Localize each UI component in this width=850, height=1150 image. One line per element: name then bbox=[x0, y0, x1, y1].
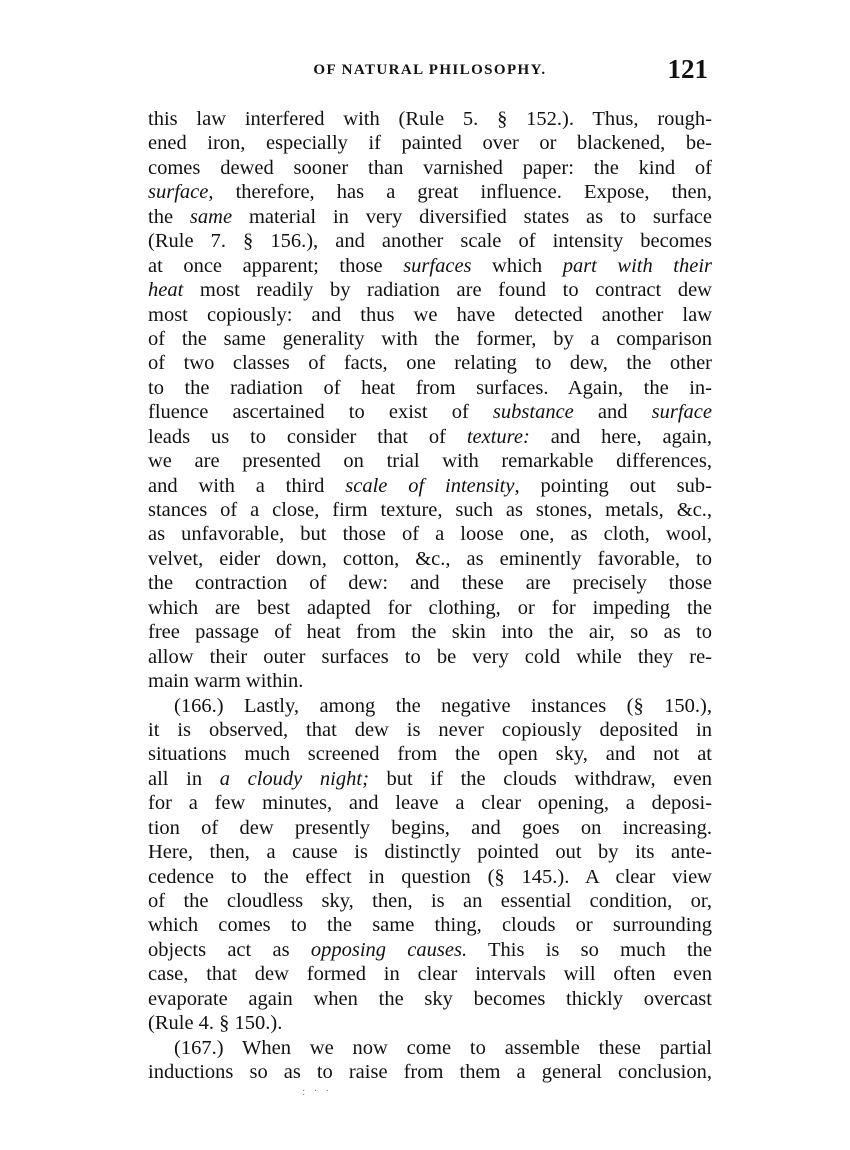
text-segment: but if the clouds withdraw, even bbox=[368, 767, 712, 790]
italic-text: a cloudy night; bbox=[219, 767, 369, 790]
text-segment: main warm within. bbox=[148, 670, 304, 693]
text-segment: most readily by radiation are found to contract dew bbox=[183, 279, 712, 302]
text-line bbox=[148, 889, 712, 913]
text-segment: cedence to the effect in question (§ 145.). A clear view bbox=[148, 865, 712, 888]
text-segment: velvet, eider down, cotton, &c., as eminently favorable, to bbox=[148, 547, 712, 570]
text-segment: it is observed, that dew is never copiously deposited in bbox=[148, 718, 712, 741]
text-segment: free passage of heat from the skin into the air, so as to bbox=[148, 621, 712, 644]
text-segment: of the same generality with the former, by a comparison bbox=[148, 327, 712, 350]
text-line bbox=[148, 400, 712, 424]
text-segment: (Rule 7. § 156.), and another scale of intensity becomes bbox=[148, 230, 712, 253]
text-line bbox=[148, 180, 712, 204]
text-line bbox=[148, 303, 712, 327]
text-segment: which comes to the same thing, clouds or surrounding bbox=[148, 914, 712, 937]
text-segment: to the radiation of heat from surfaces. Again, the in- bbox=[148, 376, 712, 399]
text-segment: fluence ascertained to exist of bbox=[148, 401, 493, 424]
text-segment: leads us to consider that of bbox=[148, 425, 467, 448]
italic-text: substance bbox=[492, 401, 574, 424]
body-text bbox=[148, 107, 712, 1085]
italic-text: surfaces bbox=[403, 254, 472, 277]
text-segment: , therefore, has a great influence. Expose, then, bbox=[208, 181, 712, 204]
text-line bbox=[148, 816, 712, 840]
text-line bbox=[148, 938, 712, 962]
text-segment: all in bbox=[148, 767, 220, 790]
italic-text: scale of intensity bbox=[345, 474, 515, 497]
text-line bbox=[148, 865, 712, 889]
text-line bbox=[148, 694, 712, 718]
text-line bbox=[148, 425, 712, 449]
running-head bbox=[148, 54, 712, 92]
text-line bbox=[148, 1060, 712, 1084]
page-number: 121 bbox=[667, 54, 708, 84]
text-segment: (Rule 4. § 150.). bbox=[148, 1012, 283, 1035]
text-segment: (167.) When we now come to assemble these partial bbox=[174, 1036, 712, 1059]
text-line bbox=[148, 791, 712, 815]
text-line bbox=[148, 645, 712, 669]
text-segment: and bbox=[573, 401, 652, 424]
text-segment: tion of dew presently begins, and goes on increasing. bbox=[148, 816, 712, 839]
text-line bbox=[148, 351, 712, 375]
text-line bbox=[148, 522, 712, 546]
text-segment: and here, again, bbox=[529, 425, 712, 448]
text-line bbox=[148, 840, 712, 864]
text-line bbox=[148, 596, 712, 620]
italic-text: surface bbox=[651, 401, 713, 424]
text-line bbox=[148, 254, 712, 278]
printer-mark: · · · · bbox=[302, 1086, 332, 1101]
text-segment: and with a third bbox=[148, 474, 346, 497]
text-segment: for a few minutes, and leave a clear opening, a deposi- bbox=[148, 792, 712, 815]
text-segment: which are best adapted for clothing, or for impeding the bbox=[148, 596, 712, 619]
text-line bbox=[148, 131, 712, 155]
text-segment: Here, then, a cause is distinctly pointed out by its ante- bbox=[148, 841, 712, 864]
text-segment: situations much screened from the open sky, and not at bbox=[148, 743, 712, 766]
text-segment: material in very diversified states as to surface bbox=[232, 205, 712, 228]
text-line bbox=[148, 449, 712, 473]
text-segment: which bbox=[471, 254, 563, 277]
italic-text: opposing causes. bbox=[310, 938, 468, 961]
text-line bbox=[148, 156, 712, 180]
text-segment: most copiously: and thus we have detected another law bbox=[148, 303, 712, 326]
text-line bbox=[148, 913, 712, 937]
text-line bbox=[148, 1036, 712, 1060]
italic-text: part with their bbox=[562, 254, 712, 277]
text-line bbox=[148, 718, 712, 742]
text-line bbox=[148, 1011, 712, 1035]
text-line bbox=[148, 229, 712, 253]
text-segment: , pointing out sub- bbox=[514, 474, 712, 497]
text-segment: evaporate again when the sky becomes thickly overcast bbox=[148, 987, 712, 1010]
text-line bbox=[148, 669, 712, 693]
text-line bbox=[148, 962, 712, 986]
text-segment: inductions so as to raise from them a general conclusion, bbox=[148, 1061, 712, 1084]
italic-text: heat bbox=[148, 279, 184, 302]
text-line bbox=[148, 767, 712, 791]
italic-text: texture: bbox=[466, 425, 530, 448]
running-title: OF NATURAL PHILOSOPHY. bbox=[313, 62, 547, 78]
text-line bbox=[148, 571, 712, 595]
text-line bbox=[148, 327, 712, 351]
text-line bbox=[148, 205, 712, 229]
text-segment: (166.) Lastly, among the negative instances (§ 150.), bbox=[174, 694, 712, 717]
text-line bbox=[148, 376, 712, 400]
text-segment: as unfavorable, but those of a loose one, as cloth, wool, bbox=[148, 523, 712, 546]
text-segment: case, that dew formed in clear intervals will often even bbox=[148, 963, 712, 986]
text-line bbox=[148, 547, 712, 571]
text-segment: at once apparent; those bbox=[148, 254, 404, 277]
text-line bbox=[148, 987, 712, 1011]
text-segment: objects act as bbox=[148, 938, 311, 961]
text-segment: the contraction of dew: and these are precisely those bbox=[148, 572, 712, 595]
text-segment: allow their outer surfaces to be very cold while they re- bbox=[148, 645, 712, 668]
text-segment: we are presented on trial with remarkable differences, bbox=[148, 450, 712, 473]
text-line bbox=[148, 742, 712, 766]
text-segment: this law interfered with (Rule 5. § 152.). Thus, rough- bbox=[148, 108, 712, 130]
italic-text: surface bbox=[148, 181, 209, 204]
text-segment: of the cloudless sky, then, is an essential condition, or, bbox=[148, 890, 712, 912]
text-line bbox=[148, 620, 712, 644]
text-line bbox=[148, 498, 712, 522]
text-segment: This is so much the bbox=[467, 938, 713, 961]
text-segment: ened iron, especially if painted over or blackened, be- bbox=[148, 132, 712, 155]
text-segment: comes dewed sooner than varnished paper: the kind of bbox=[148, 156, 712, 179]
text-segment: stances of a close, firm texture, such as stones, metals, &c., bbox=[148, 499, 712, 521]
text-segment: of two classes of facts, one relating to dew, the other bbox=[148, 352, 712, 375]
text-line bbox=[148, 107, 712, 131]
text-line bbox=[148, 474, 712, 498]
italic-text: same bbox=[189, 205, 233, 228]
text-segment: the bbox=[148, 205, 190, 228]
text-line bbox=[148, 278, 712, 302]
